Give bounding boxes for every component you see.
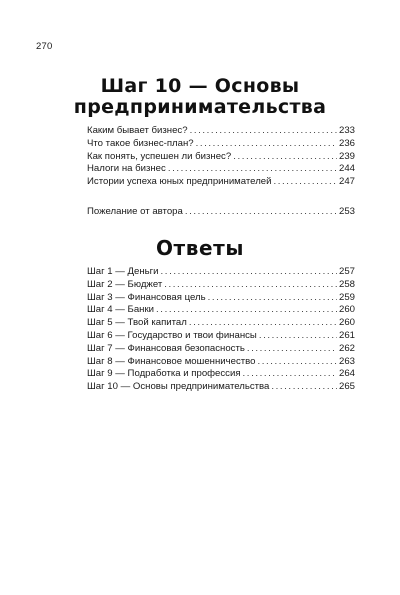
toc-leader-dots [161,266,337,279]
toc-entry[interactable] [87,125,355,138]
toc-entry-label: Шаг 2 — Бюджет [87,278,163,290]
toc-entry[interactable] [87,279,355,292]
toc-leader-dots [259,330,337,343]
toc-list-business-basics [87,125,355,189]
toc-entry[interactable] [87,317,355,330]
toc-entry-page: 239 [338,150,355,162]
toc-entry-page: 260 [338,304,355,316]
section-title-line-1: Шаг 10 — Основы [100,75,300,97]
toc-leader-dots [185,206,337,219]
toc-entry[interactable] [87,368,355,381]
toc-entry-label: Шаг 4 — Банки [87,304,155,316]
toc-list-answers [87,266,355,394]
toc-leader-dots [189,317,337,330]
toc-entry-page: 253 [338,206,355,217]
section-title-line-2: предпринимательства [73,96,327,118]
toc-leader-dots [274,176,337,189]
toc-entry-label: Шаг 8 — Финансовое мошенничество [87,355,256,367]
toc-leader-dots [164,279,337,292]
toc-entry-label: Шаг 1 — Деньги [87,266,159,277]
toc-entry-page: 258 [338,278,355,290]
toc-entry[interactable] [87,330,355,343]
toc-entry-label: Шаг 7 — Финансовая безопасность [87,342,245,354]
section-title-business-basics [60,76,340,118]
toc-entry[interactable] [87,292,355,305]
toc-entry-label: Что такое бизнес-план? [87,137,194,149]
toc-leader-dots [233,151,337,164]
toc-entry-label: Шаг 3 — Финансовая цель [87,291,206,303]
toc-entry-page: 262 [338,342,355,354]
toc-entry[interactable] [87,206,355,219]
toc-entry-label: Шаг 10 — Основы предпринимательства [87,381,270,393]
toc-leader-dots [208,292,337,305]
toc-entry-page: 244 [338,163,355,175]
toc-entry-label: Налоги на бизнес [87,163,166,175]
toc-entry-page: 261 [338,329,355,341]
toc-entry[interactable] [87,138,355,151]
toc-entry[interactable] [87,356,355,369]
toc-leader-dots [243,368,337,381]
toc-entry[interactable] [87,381,355,394]
toc-entry-page: 233 [338,125,355,136]
toc-leader-dots [247,343,337,356]
toc-leader-dots [190,125,337,138]
toc-entry-page: 264 [338,368,355,380]
toc-entry[interactable] [87,304,355,317]
toc-entry[interactable] [87,151,355,164]
toc-entry[interactable] [87,266,355,279]
toc-list-author-note [87,206,355,219]
toc-entry-label: Истории успеха юных предпринимателей [87,176,272,188]
page-number: 270 [36,41,53,52]
toc-leader-dots [257,356,337,369]
toc-entry-label: Пожелание от автора [87,206,183,217]
section-title-answers: Ответы [155,236,245,260]
toc-leader-dots [168,163,337,176]
toc-entry[interactable] [87,163,355,176]
toc-leader-dots [156,304,337,317]
toc-entry-label: Шаг 5 — Твой капитал [87,317,187,329]
toc-entry[interactable] [87,176,355,189]
toc-leader-dots [271,381,337,394]
toc-entry-label: Каким бывает бизнес? [87,125,188,136]
toc-entry-label: Как понять, успешен ли бизнес? [87,150,232,162]
toc-entry-label: Шаг 9 — Подработка и профессия [87,368,241,380]
toc-entry-page: 257 [338,266,355,277]
toc-entry-label: Шаг 6 — Государство и твои финансы [87,329,257,341]
toc-entry-page: 236 [338,137,355,149]
toc-leader-dots [196,138,337,151]
toc-entry-page: 260 [338,317,355,329]
toc-entry[interactable] [87,343,355,356]
toc-entry-page: 247 [338,176,355,188]
toc-entry-page: 263 [338,355,355,367]
toc-entry-page: 259 [338,291,355,303]
toc-entry-page: 265 [338,381,355,393]
